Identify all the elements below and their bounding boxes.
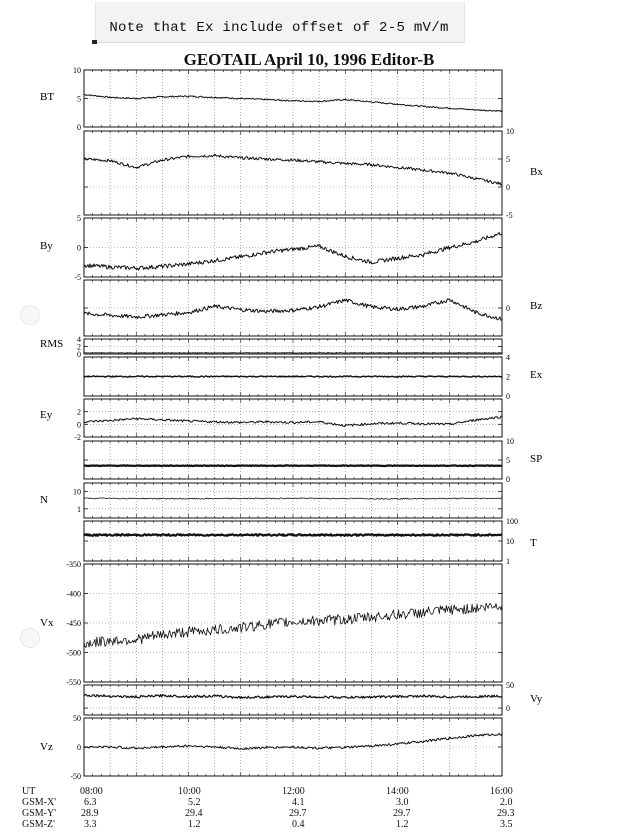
data-point (449, 247, 450, 248)
data-point (136, 748, 137, 749)
data-point (501, 734, 502, 735)
data-point (188, 352, 189, 353)
y-tick-label: -350 (66, 560, 81, 569)
data-point (83, 376, 84, 377)
panel-vx (40, 560, 503, 687)
data-point (501, 184, 502, 185)
data-point (292, 160, 293, 161)
orbit-value: 6.3 (84, 797, 97, 808)
panel-label: SP (530, 453, 543, 465)
panel-label: Vy (530, 693, 543, 705)
panel-frame (84, 218, 502, 277)
gsm-y-label: GSM-Y' (22, 808, 57, 819)
y-tick-label: 10 (506, 437, 514, 446)
data-point (319, 748, 320, 749)
series-line (84, 233, 502, 271)
data-point (110, 695, 111, 696)
data-point (83, 265, 84, 266)
data-point (423, 170, 424, 171)
data-point (423, 741, 424, 742)
data-point (501, 110, 502, 111)
data-point (371, 164, 372, 165)
data-point (292, 376, 293, 377)
data-point (423, 695, 424, 696)
x-tick-label: 10:00 (178, 786, 201, 797)
x-tick-label: 16:00 (490, 786, 513, 797)
panel-label: BT (40, 91, 55, 103)
data-point (266, 747, 267, 748)
data-point (110, 315, 111, 316)
data-point (136, 98, 137, 99)
data-point (292, 465, 293, 466)
x-tick-label: 08:00 (80, 786, 103, 797)
y-tick-label: 4 (506, 353, 510, 362)
data-point (449, 738, 450, 739)
data-point (188, 263, 189, 264)
series-line (84, 154, 502, 185)
data-point (397, 744, 398, 745)
data-point (188, 156, 189, 157)
panel-label: T (530, 537, 537, 549)
data-point (371, 745, 372, 746)
data-point (162, 695, 163, 696)
y-tick-label: 10 (73, 66, 81, 75)
data-point (188, 96, 189, 97)
y-tick-label: -5 (74, 273, 81, 282)
data-point (345, 163, 346, 164)
y-tick-label: 4 (77, 335, 81, 344)
panel-vz (40, 714, 503, 781)
data-point (397, 376, 398, 377)
orbit-value: 29.4 (185, 808, 203, 819)
data-point (110, 640, 111, 641)
data-point (449, 172, 450, 173)
y-tick-label: 10 (506, 537, 514, 546)
data-point (501, 498, 502, 499)
panel-rms (40, 335, 503, 359)
panel-sp (83, 437, 542, 484)
data-point (423, 423, 424, 424)
y-tick-label: 2 (506, 372, 510, 382)
data-point (475, 608, 476, 609)
data-point (188, 312, 189, 313)
orbit-value: 3.0 (396, 797, 409, 808)
data-point (423, 612, 424, 613)
data-point (345, 300, 346, 301)
data-point (501, 416, 502, 417)
data-point (397, 465, 398, 466)
data-point (188, 421, 189, 422)
y-tick-label: 0 (77, 420, 81, 430)
data-point (423, 106, 424, 107)
y-tick-label: -5 (506, 211, 513, 220)
panel-bt (40, 66, 503, 132)
orbit-value: 1.2 (396, 819, 409, 830)
data-point (83, 352, 84, 353)
data-point (266, 158, 267, 159)
data-point (292, 746, 293, 747)
y-tick-label: 0 (506, 392, 510, 401)
y-tick-label: 0 (506, 304, 510, 313)
ut-label: UT (22, 786, 36, 797)
data-point (240, 697, 241, 698)
data-point (214, 97, 215, 98)
data-point (266, 252, 267, 253)
data-point (345, 425, 346, 426)
data-point (501, 695, 502, 696)
data-point (162, 266, 163, 267)
data-point (83, 695, 84, 696)
y-tick-label: -400 (66, 589, 81, 599)
panel-bz (83, 280, 542, 336)
y-tick-label: 0 (77, 350, 81, 359)
data-point (292, 352, 293, 353)
data-point (214, 746, 215, 747)
data-point (292, 100, 293, 101)
data-point (188, 534, 189, 535)
data-point (83, 158, 84, 159)
panel-label: By (40, 240, 53, 252)
data-point (110, 97, 111, 98)
panel-label: Bz (530, 300, 543, 312)
y-tick-label: 0 (506, 475, 510, 484)
y-tick-label: 0 (506, 704, 510, 714)
y-tick-label: 5 (506, 155, 510, 164)
data-point (397, 309, 398, 310)
data-point (110, 266, 111, 267)
data-point (240, 422, 241, 423)
data-point (110, 420, 111, 421)
y-tick-label: 1 (77, 504, 81, 514)
data-point (214, 260, 215, 261)
data-point (83, 498, 84, 499)
y-tick-label: 50 (73, 714, 81, 723)
gsm-x-label: GSM-X' (22, 797, 57, 808)
y-tick-label: 0 (77, 743, 81, 752)
data-point (136, 639, 137, 640)
gsm-x-row (0, 797, 618, 807)
data-point (371, 262, 372, 263)
data-point (319, 696, 320, 697)
data-point (319, 620, 320, 621)
orbit-value: 0.4 (292, 819, 305, 830)
panel-label: RMS (40, 338, 64, 350)
panel-ex (83, 353, 542, 401)
data-point (136, 316, 137, 317)
y-tick-label: 0 (77, 243, 81, 253)
data-point (240, 157, 241, 158)
data-point (266, 421, 267, 422)
panel-n (40, 483, 503, 518)
data-point (345, 99, 346, 100)
data-point (162, 634, 163, 635)
data-point (214, 629, 215, 630)
panel-label: Ey (40, 409, 53, 421)
data-point (162, 314, 163, 315)
y-tick-label: 10 (506, 127, 514, 136)
data-point (319, 246, 320, 247)
y-tick-label: -2 (74, 433, 81, 442)
orbit-value: 28.9 (81, 808, 99, 819)
data-point (292, 534, 293, 535)
data-point (83, 465, 84, 466)
panel-vy (83, 681, 542, 715)
orbit-value: 29.3 (497, 808, 515, 819)
panel-label: Ex (530, 369, 543, 381)
panel-label: Vx (40, 617, 54, 629)
data-point (188, 745, 189, 746)
data-point (188, 498, 189, 499)
data-point (397, 104, 398, 105)
y-tick-label: 5 (77, 214, 81, 223)
data-point (449, 108, 450, 109)
data-point (345, 256, 346, 257)
data-point (371, 306, 372, 307)
data-point (475, 178, 476, 179)
data-point (136, 268, 137, 269)
data-point (214, 695, 215, 696)
data-point (501, 465, 502, 466)
data-point (83, 94, 84, 95)
data-point (501, 376, 502, 377)
panel-ey (40, 399, 503, 442)
panel-label: N (40, 494, 48, 506)
data-point (319, 421, 320, 422)
data-point (397, 614, 398, 615)
page-title: GEOTAIL April 10, 1996 Editor-B (183, 50, 435, 69)
data-point (501, 605, 502, 606)
data-point (319, 161, 320, 162)
gsm-y-row (0, 808, 618, 818)
data-point (266, 624, 267, 625)
orbit-value: 5.2 (188, 797, 201, 808)
data-point (345, 619, 346, 620)
data-point (501, 352, 502, 353)
data-point (371, 696, 372, 697)
data-point (397, 258, 398, 259)
data-point (345, 697, 346, 698)
data-point (188, 631, 189, 632)
panel-t (83, 517, 537, 566)
data-point (397, 498, 398, 499)
y-tick-label: 1 (506, 557, 510, 566)
data-point (83, 643, 84, 644)
data-point (214, 421, 215, 422)
data-point (240, 256, 241, 257)
data-point (501, 534, 502, 535)
data-point (188, 376, 189, 377)
data-point (162, 746, 163, 747)
data-point (423, 254, 424, 255)
data-point (475, 419, 476, 420)
y-tick-label: -50 (70, 772, 81, 781)
y-tick-label: 0 (506, 183, 510, 192)
data-point (188, 465, 189, 466)
data-point (292, 310, 293, 311)
data-point (136, 696, 137, 697)
data-point (266, 99, 267, 100)
data-point (292, 249, 293, 250)
data-point (449, 609, 450, 610)
data-point (475, 241, 476, 242)
data-point (83, 534, 84, 535)
data-point (371, 617, 372, 618)
data-point (449, 299, 450, 300)
data-point (475, 696, 476, 697)
orbit-value: 3.3 (84, 819, 97, 830)
panel-label: Bx (530, 166, 543, 178)
x-tick-label: 14:00 (386, 786, 409, 797)
data-point (240, 627, 241, 628)
data-point (240, 309, 241, 310)
orbit-value: 1.2 (188, 819, 201, 830)
x-tick-label: 12:00 (282, 786, 305, 797)
data-point (475, 109, 476, 110)
y-tick-label: 50 (506, 681, 514, 690)
data-point (162, 419, 163, 420)
data-point (397, 696, 398, 697)
data-point (371, 423, 372, 424)
gsm-z-label: GSM-Z' (22, 819, 55, 830)
data-point (449, 424, 450, 425)
y-tick-label: 2 (77, 342, 81, 352)
y-tick-label: 10 (73, 487, 81, 497)
data-point (162, 96, 163, 97)
data-point (449, 696, 450, 697)
data-point (292, 422, 293, 423)
data-point (397, 352, 398, 353)
y-tick-label: 2 (77, 407, 81, 417)
orbit-value: 29.7 (393, 808, 411, 819)
data-point (371, 101, 372, 102)
data-point (397, 422, 398, 423)
data-point (501, 319, 502, 320)
data-point (397, 534, 398, 535)
data-point (214, 155, 215, 156)
orbit-value: 4.1 (292, 797, 305, 808)
data-point (136, 167, 137, 168)
data-point (214, 306, 215, 307)
data-point (266, 696, 267, 697)
data-point (292, 696, 293, 697)
panel-bx (83, 127, 543, 220)
data-point (397, 167, 398, 168)
y-tick-label: -500 (66, 648, 81, 658)
data-point (240, 98, 241, 99)
data-point (292, 621, 293, 622)
y-tick-label: 5 (77, 94, 81, 104)
orbit-value: 2.0 (500, 797, 513, 808)
data-point (83, 421, 84, 422)
data-point (501, 232, 502, 233)
panel-frame (84, 483, 502, 518)
gsm-z-row (0, 819, 618, 829)
data-point (475, 735, 476, 736)
data-point (83, 313, 84, 314)
y-tick-label: 5 (506, 456, 510, 465)
data-point (292, 498, 293, 499)
data-point (423, 306, 424, 307)
data-point (110, 160, 111, 161)
data-point (83, 746, 84, 747)
data-point (110, 746, 111, 747)
panel-by (40, 214, 503, 282)
data-point (162, 160, 163, 161)
panel-label: Vz (40, 741, 53, 753)
data-point (319, 306, 320, 307)
data-point (475, 312, 476, 313)
data-point (188, 696, 189, 697)
data-point (136, 418, 137, 419)
y-tick-label: 0 (77, 123, 81, 132)
data-point (319, 101, 320, 102)
data-point (345, 747, 346, 748)
data-point (266, 311, 267, 312)
y-tick-label: 100 (506, 517, 518, 526)
y-tick-label: -450 (66, 619, 81, 628)
note-text: Note that Ex include offset of 2-5 mV/m (109, 20, 449, 36)
y-tick-label: -550 (66, 678, 81, 687)
orbit-value: 29.7 (289, 808, 307, 819)
data-point (240, 748, 241, 749)
ut-row (0, 786, 618, 796)
orbit-value: 3.5 (500, 819, 513, 830)
